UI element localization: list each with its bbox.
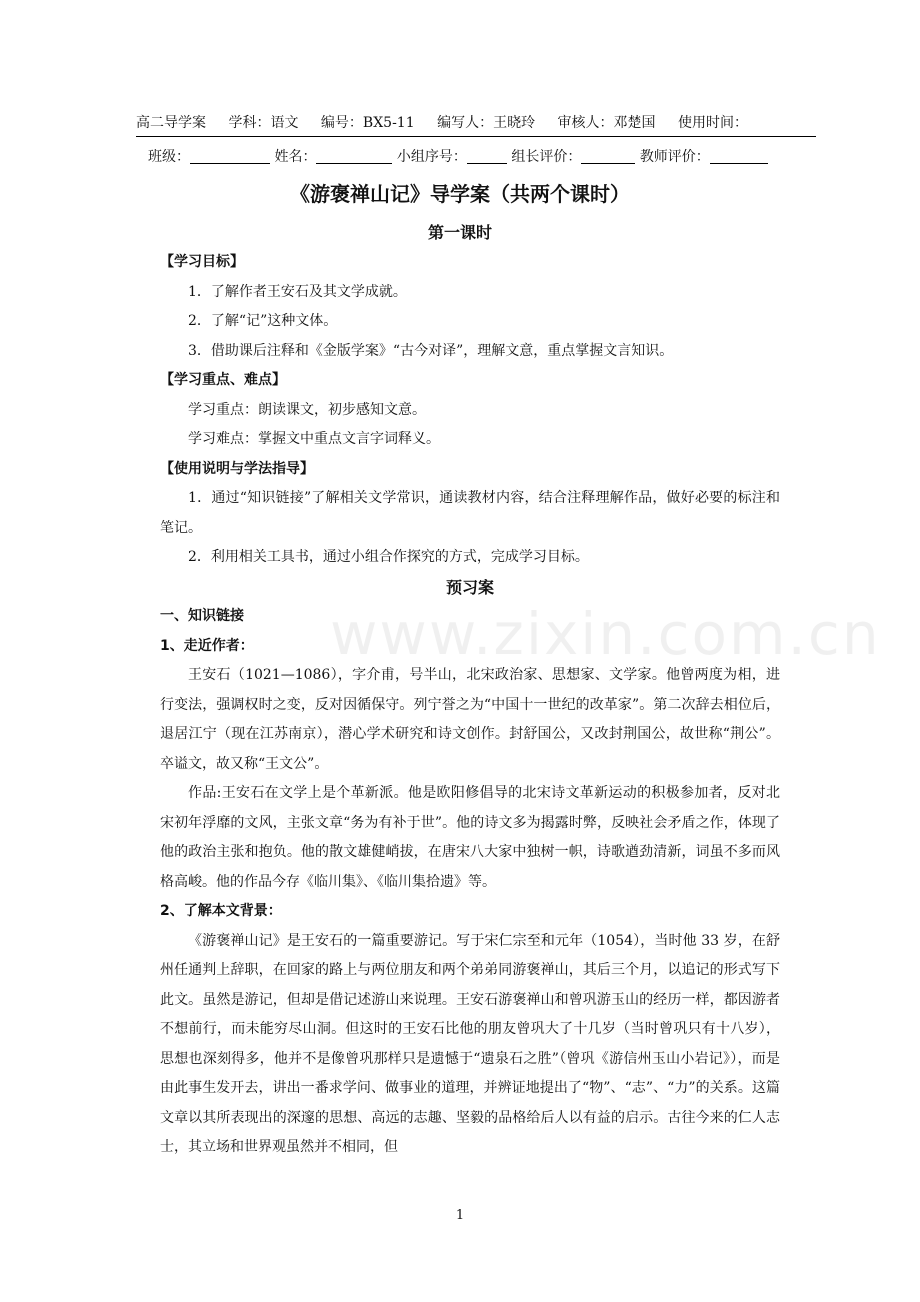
author-paragraph: 王安石（1021—1086），字介甫，号半山，北宋政治家、思想家、文学家。他曾两度为相，进行变法，强调权时之变，反对因循保守。列宁誉之为“中国十一世纪的改革家”。第二次辞去相位后，退居江宁（现在江苏南京），潜心学术研究和诗文创作。封舒国公，又改封荆国公，故世称“荆公”。卒谥文，故又称“王文公”。: [160, 667, 780, 772]
background-subheading: 2、了解本文背景：: [160, 903, 282, 919]
class-label: 班级：: [148, 149, 190, 165]
name-label: 姓名：: [274, 149, 317, 165]
guide-item: 2．利用相关工具书，通过小组合作探究的方式，完成学习目标。: [188, 549, 589, 565]
goal-item: 1．了解作者王安石及其文学成就。: [188, 283, 407, 300]
document-body: [160, 248, 780, 1163]
header-author: 编写人：王晓玲: [437, 115, 536, 131]
watermark: www.zixin.com.cn: [330, 600, 881, 668]
goal-item: 2．了解“记”这种文体。: [188, 313, 338, 329]
leader-blank[interactable]: [581, 149, 635, 164]
goals-heading: 【学习目标】: [160, 254, 244, 270]
preview-heading: 预习案: [445, 577, 494, 597]
group-blank[interactable]: [467, 149, 507, 164]
header-code: 编号：BX5-11: [320, 115, 415, 131]
teacher-label: 教师评价：: [639, 149, 710, 165]
header-time: 使用时间：: [677, 115, 748, 131]
focus-item: 学习重点：朗读课文，初步感知文意。: [188, 401, 426, 418]
focus-item: 学习难点：掌握文中重点文言字词释义。: [188, 431, 440, 447]
works-paragraph: 作品:王安石在文学上是个革新派。他是欧阳修倡导的北宋诗文革新运动的积极参加者，反对北宋初年浮靡的文风，主张文章“务为有补于世”。他的诗文多为揭露时弊，反映社会矛盾之作，体现了他的政治主张和抱负。他的散文雄健峭拔，在唐宋八大家中独树一帜，诗歌遒劲清新，词虽不多而风格高峻。他的作品今存《临川集》、《临川集拾遗》等。: [160, 785, 780, 890]
goal-item: 3．借助课后注释和《金版学案》“古今对译”，理解文意，重点掌握文言知识。: [188, 342, 674, 359]
header-grade: 高二导学案: [136, 115, 206, 131]
lesson-title: 第一课时: [427, 223, 492, 242]
teacher-blank[interactable]: [710, 149, 768, 164]
guide-item: 1．通过“知识链接”了解相关文学常识，通读教材内容，结合注释理解作品，做好必要的标注和笔记。: [160, 490, 780, 536]
page-number: 1: [455, 1208, 465, 1223]
header-reviewer: 审核人：邓楚国: [557, 115, 656, 131]
group-label: 小组序号：: [396, 149, 467, 165]
class-blank[interactable]: [190, 149, 270, 164]
student-info-line: [148, 146, 808, 166]
header-info-line: [136, 112, 816, 137]
leader-label: 组长评价：: [511, 149, 582, 165]
focus-heading: 【学习重点、难点】: [160, 372, 286, 388]
name-blank[interactable]: [316, 149, 392, 164]
guide-heading: 【使用说明与学法指导】: [160, 460, 314, 477]
header-subject: 学科：语文: [228, 115, 299, 131]
knowledge-heading: 一、知识链接: [160, 608, 244, 624]
background-paragraph: 《游褒禅山记》是王安石的一篇重要游记。写于宋仁宗至和元年（1054），当时他 33 岁，在舒州任通判上辞职，在回家的路上与两位朋友和两个弟弟同游褒禅山，其后三个月，以追记的形式写下此文。虽然是游记，但却是借记述游山来说理。王安石游褒禅山和曾巩游玉山的经历一样，都因游者不想前行，而未能穷尽山洞。但这时的王安石比他的朋友曾巩大了十几岁（当时曾巩只有十八岁），思想也深刻得多，他并不是像曾巩那样只是遗憾于“遗泉石之胜”（曾巩《游信州玉山小岩记》），而是由此事生发开去，讲出一番求学问、做事业的道理，并辨证地提出了“物”、“志”、“力”的关系。这篇文章以其所表现出的深邃的思想、高远的志趣、坚毅的品格给后人以有益的启示。古往今来的仁人志士，其立场和世界观虽然并不相同，但: [160, 932, 780, 1155]
page-title: 《游褒禅山记》导学案（共两个课时）: [290, 182, 630, 206]
author-subheading: 1、走近作者：: [160, 637, 254, 654]
